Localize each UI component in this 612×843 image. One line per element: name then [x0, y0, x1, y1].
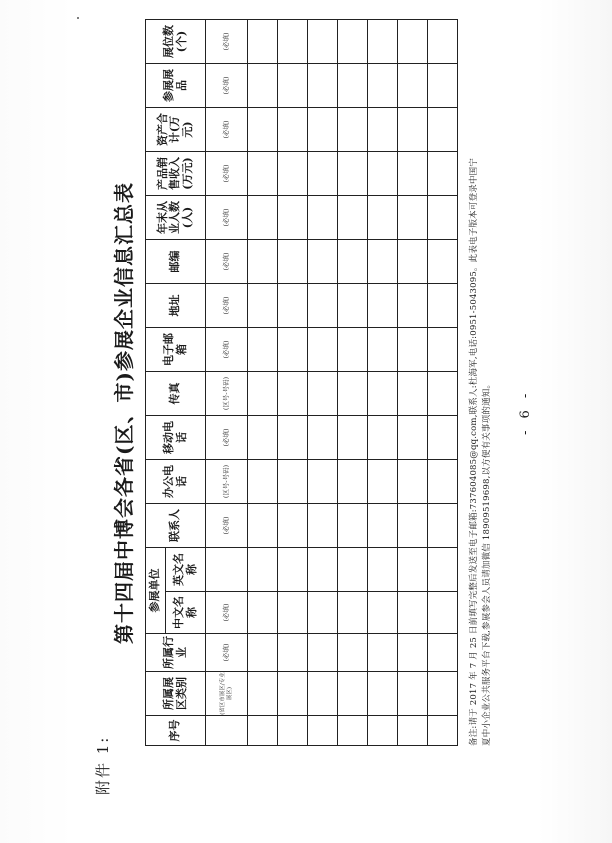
table-cell [338, 240, 368, 284]
table-cell [428, 20, 458, 64]
table-cell [398, 108, 428, 152]
cell-email: (必填) [206, 328, 248, 372]
table-cell [278, 716, 308, 746]
table-cell [338, 20, 368, 64]
table-cell [308, 548, 338, 592]
table-cell [308, 64, 338, 108]
table-cell [278, 672, 308, 716]
table-cell [398, 592, 428, 634]
cell-unit-cn: (必填) [206, 592, 248, 634]
header-zone: 所属展区类别 [146, 672, 206, 716]
cell-seq [206, 716, 248, 746]
table-cell [278, 284, 308, 328]
table-row [308, 20, 338, 746]
table-cell [248, 416, 278, 460]
table-cell [308, 328, 338, 372]
table-cell [308, 634, 338, 672]
header-industry: 所属行业 [146, 634, 206, 672]
table-cell [308, 240, 338, 284]
table-cell [398, 64, 428, 108]
table-cell [308, 108, 338, 152]
table-cell [248, 196, 278, 240]
page-number: - 6 - [518, 389, 533, 435]
table-cell [398, 504, 428, 548]
table-cell [368, 634, 398, 672]
header-seq: 序号 [146, 716, 206, 746]
table-cell [248, 328, 278, 372]
table-cell [308, 416, 338, 460]
table-cell [278, 20, 308, 64]
table-cell [338, 64, 368, 108]
note-block [468, 56, 494, 746]
table-cell [368, 548, 398, 592]
table-cell [368, 328, 398, 372]
cell-contact: (必填) [206, 504, 248, 548]
table-cell [338, 328, 368, 372]
table-cell [368, 460, 398, 504]
table-cell [368, 240, 398, 284]
table-cell [428, 416, 458, 460]
table-cell [428, 64, 458, 108]
table-cell [248, 20, 278, 64]
table-cell [248, 592, 278, 634]
table-cell [248, 634, 278, 672]
table-cell [338, 672, 368, 716]
header-unit-cn: 中文名称 [166, 592, 206, 634]
header-mobile: 移动电话 [146, 416, 206, 460]
table-cell [368, 416, 398, 460]
table-cell [338, 372, 368, 416]
table-cell [248, 672, 278, 716]
cell-sales: (必填) [206, 152, 248, 196]
table-cell [248, 108, 278, 152]
header-contact: 联系人 [146, 504, 206, 548]
table-cell [428, 460, 458, 504]
header-unit-group: 参展单位 [146, 548, 166, 634]
table-cell [338, 504, 368, 548]
header-fax: 传真 [146, 372, 206, 416]
page-title: 第十四届中博会各省(区、市)参展企业信息汇总表 [112, 182, 136, 644]
table-cell [398, 328, 428, 372]
table-cell [428, 372, 458, 416]
table-cell [338, 284, 368, 328]
table-cell [248, 372, 278, 416]
table-row [278, 20, 308, 746]
table-cell [398, 372, 428, 416]
table-cell [428, 634, 458, 672]
table-cell [308, 372, 338, 416]
attachment-label: 附件 1: [94, 735, 112, 795]
header-employees: 年末从业人数(人) [146, 196, 206, 240]
header-address: 地址 [146, 284, 206, 328]
table-cell [368, 284, 398, 328]
table-cell [248, 152, 278, 196]
table-cell [338, 548, 368, 592]
header-email: 电子邮箱 [146, 328, 206, 372]
table-cell [428, 196, 458, 240]
table-cell [308, 716, 338, 746]
table-cell [278, 416, 308, 460]
table-cell [428, 328, 458, 372]
table-cell [248, 504, 278, 548]
table-cell [308, 284, 338, 328]
table-cell [338, 460, 368, 504]
table-row [368, 20, 398, 746]
table-cell [308, 672, 338, 716]
table-row-sample [206, 20, 248, 746]
header-postcode: 邮编 [146, 240, 206, 284]
table-cell [368, 592, 398, 634]
cell-address: (必填) [206, 284, 248, 328]
table-cell [308, 152, 338, 196]
table-cell [278, 328, 308, 372]
table-cell [278, 504, 308, 548]
cell-fax: (区号-号码) [206, 372, 248, 416]
table-cell [278, 634, 308, 672]
cell-postcode: (必填) [206, 240, 248, 284]
table-cell [398, 548, 428, 592]
header-unit-en: 英文名称 [166, 548, 206, 592]
table-cell [398, 634, 428, 672]
table-cell [338, 196, 368, 240]
cell-mobile: (必填) [206, 416, 248, 460]
table-cell [278, 152, 308, 196]
table-cell [338, 152, 368, 196]
summary-table [145, 19, 458, 746]
table-cell [338, 592, 368, 634]
table-cell [398, 672, 428, 716]
table-row [398, 20, 428, 746]
table-cell [428, 716, 458, 746]
table-cell [428, 672, 458, 716]
table-cell [428, 548, 458, 592]
header-assets: 资产合计(万元) [146, 108, 206, 152]
table-cell [398, 152, 428, 196]
cell-unit-en [206, 548, 248, 592]
cell-office-phone: (区号-号码) [206, 460, 248, 504]
header-office-phone: 办公电话 [146, 460, 206, 504]
table-cell [278, 372, 308, 416]
table-cell [278, 548, 308, 592]
table-cell [428, 108, 458, 152]
table-cell [278, 240, 308, 284]
cell-products: (必填) [206, 64, 248, 108]
table-cell [338, 634, 368, 672]
table-cell [308, 460, 338, 504]
table-cell [278, 108, 308, 152]
table-cell [398, 284, 428, 328]
table-cell [308, 20, 338, 64]
table-cell [248, 716, 278, 746]
table-cell [278, 460, 308, 504]
table-cell [428, 592, 458, 634]
header-sales: 产品销售收入(万元) [146, 152, 206, 196]
table-cell [368, 20, 398, 64]
table-cell [278, 64, 308, 108]
table-cell [338, 716, 368, 746]
table-cell [248, 548, 278, 592]
table-cell [428, 284, 458, 328]
table-cell [368, 108, 398, 152]
cell-booths: (必填) [206, 20, 248, 64]
table-cell [428, 152, 458, 196]
cell-assets: (必填) [206, 108, 248, 152]
table-cell [308, 504, 338, 548]
summary-table-wrapper [145, 19, 458, 746]
header-booths: 展位数(个) [146, 20, 206, 64]
table-cell [308, 196, 338, 240]
table-cell [368, 196, 398, 240]
cell-zone: (省区市展区/专业展区) [206, 672, 248, 716]
table-row [428, 20, 458, 746]
table-cell [248, 64, 278, 108]
table-cell [368, 152, 398, 196]
table-cell [398, 20, 428, 64]
empty-rows [248, 20, 458, 746]
note-line: 备注:请于 2017 年 7 月 25 日前填写完整后发送至电子邮箱:737604085@qq.com,联系人:杜海军,电话:0951-5043095。此表电子版本可登录中国宁 [469, 157, 479, 746]
table-cell [368, 372, 398, 416]
table-cell [428, 504, 458, 548]
table-cell [248, 240, 278, 284]
table-cell [278, 196, 308, 240]
table-cell [398, 716, 428, 746]
note-line: 夏中小企业公共服务平台下载,参展参会人员请加微信 18909519698,以方便有关事项的通知。 [482, 379, 492, 746]
table-cell [278, 592, 308, 634]
table-cell [248, 284, 278, 328]
table-cell [398, 416, 428, 460]
header-products: 参展展品 [146, 64, 206, 108]
table-cell [368, 64, 398, 108]
table-cell [398, 196, 428, 240]
table-cell [248, 460, 278, 504]
table-cell [368, 716, 398, 746]
table-cell [398, 240, 428, 284]
table-cell [398, 460, 428, 504]
table-cell [368, 672, 398, 716]
cell-employees: (必填) [206, 196, 248, 240]
table-row [248, 20, 278, 746]
table-cell [368, 504, 398, 548]
table-row [338, 20, 368, 746]
table-cell [308, 592, 338, 634]
table-cell [338, 416, 368, 460]
table-cell [428, 240, 458, 284]
cell-industry: (必填) [206, 634, 248, 672]
table-cell [338, 108, 368, 152]
